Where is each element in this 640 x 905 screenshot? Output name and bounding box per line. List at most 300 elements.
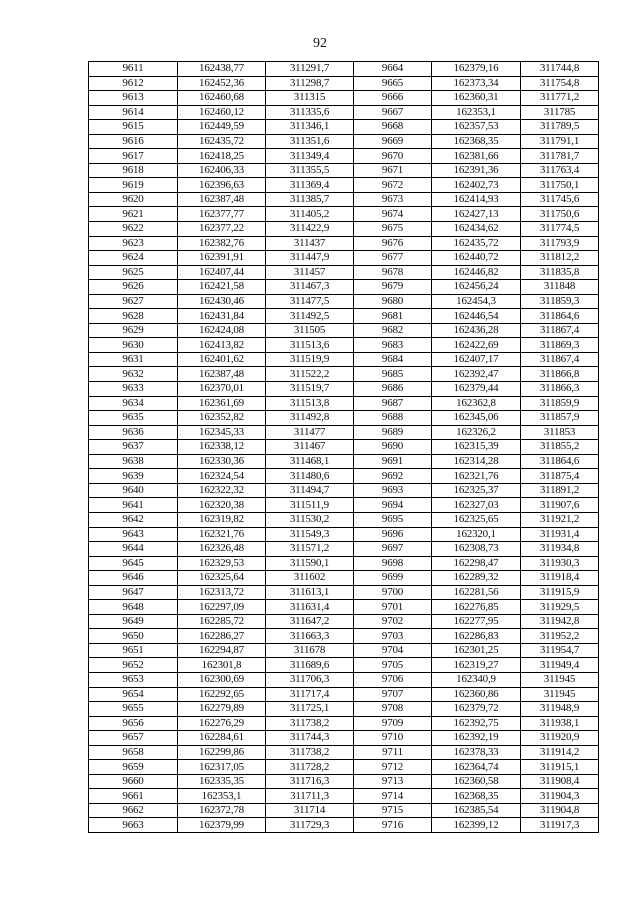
table-row [89, 323, 599, 338]
x-coordinate-cell: 162422,69 [432, 338, 521, 353]
point-number-cell: 9664 [354, 62, 432, 77]
point-number-cell: 9675 [354, 222, 432, 237]
y-coordinate-cell: 311422,9 [266, 222, 354, 237]
y-coordinate-cell: 311781,7 [521, 149, 599, 164]
x-coordinate-cell: 162357,53 [432, 120, 521, 135]
coordinates-table-body [89, 62, 599, 833]
y-coordinate-cell: 311492,5 [266, 309, 354, 324]
point-number-cell: 9677 [354, 251, 432, 266]
x-coordinate-cell: 162391,91 [178, 251, 266, 266]
x-coordinate-cell: 162297,09 [178, 600, 266, 615]
table-row [89, 134, 599, 149]
y-coordinate-cell: 311728,2 [266, 760, 354, 775]
y-coordinate-cell: 311298,7 [266, 76, 354, 91]
x-coordinate-cell: 162327,03 [432, 498, 521, 513]
point-number-cell: 9613 [89, 91, 178, 106]
table-row [89, 818, 599, 833]
y-coordinate-cell: 311519,7 [266, 382, 354, 397]
x-coordinate-cell: 162392,75 [432, 716, 521, 731]
x-coordinate-cell: 162418,25 [178, 149, 266, 164]
point-number-cell: 9676 [354, 236, 432, 251]
x-coordinate-cell: 162277,95 [432, 614, 521, 629]
x-coordinate-cell: 162440,72 [432, 251, 521, 266]
y-coordinate-cell: 311848 [521, 280, 599, 295]
point-number-cell: 9632 [89, 367, 178, 382]
table-row [89, 702, 599, 717]
x-coordinate-cell: 162330,36 [178, 454, 266, 469]
table-row [89, 614, 599, 629]
y-coordinate-cell: 311771,2 [521, 91, 599, 106]
point-number-cell: 9611 [89, 62, 178, 77]
point-number-cell: 9665 [354, 76, 432, 91]
table-row [89, 149, 599, 164]
x-coordinate-cell: 162381,66 [432, 149, 521, 164]
y-coordinate-cell: 311647,2 [266, 614, 354, 629]
x-coordinate-cell: 162391,36 [432, 163, 521, 178]
point-number-cell: 9621 [89, 207, 178, 222]
y-coordinate-cell: 311678 [266, 643, 354, 658]
point-number-cell: 9695 [354, 512, 432, 527]
point-number-cell: 9645 [89, 556, 178, 571]
x-coordinate-cell: 162387,48 [178, 192, 266, 207]
table-row [89, 396, 599, 411]
y-coordinate-cell: 311447,9 [266, 251, 354, 266]
table-row [89, 469, 599, 484]
y-coordinate-cell: 311914,2 [521, 745, 599, 760]
table-row [89, 120, 599, 135]
point-number-cell: 9671 [354, 163, 432, 178]
point-number-cell: 9678 [354, 265, 432, 280]
y-coordinate-cell: 311717,4 [266, 687, 354, 702]
point-number-cell: 9644 [89, 542, 178, 557]
table-row [89, 294, 599, 309]
y-coordinate-cell: 311793,9 [521, 236, 599, 251]
y-coordinate-cell: 311930,3 [521, 556, 599, 571]
table-row [89, 629, 599, 644]
point-number-cell: 9623 [89, 236, 178, 251]
x-coordinate-cell: 162325,37 [432, 483, 521, 498]
y-coordinate-cell: 311915,9 [521, 585, 599, 600]
point-number-cell: 9624 [89, 251, 178, 266]
x-coordinate-cell: 162301,8 [178, 658, 266, 673]
x-coordinate-cell: 162322,32 [178, 483, 266, 498]
x-coordinate-cell: 162446,82 [432, 265, 521, 280]
y-coordinate-cell: 311494,7 [266, 483, 354, 498]
point-number-cell: 9692 [354, 469, 432, 484]
x-coordinate-cell: 162460,68 [178, 91, 266, 106]
point-number-cell: 9689 [354, 425, 432, 440]
point-number-cell: 9686 [354, 382, 432, 397]
table-row [89, 498, 599, 513]
x-coordinate-cell: 162446,54 [432, 309, 521, 324]
table-row [89, 163, 599, 178]
point-number-cell: 9635 [89, 411, 178, 426]
table-row [89, 425, 599, 440]
point-number-cell: 9682 [354, 323, 432, 338]
point-number-cell: 9712 [354, 760, 432, 775]
table-row [89, 91, 599, 106]
x-coordinate-cell: 162435,72 [432, 236, 521, 251]
y-coordinate-cell: 311904,3 [521, 789, 599, 804]
y-coordinate-cell: 311513,6 [266, 338, 354, 353]
y-coordinate-cell: 311864,6 [521, 454, 599, 469]
point-number-cell: 9663 [89, 818, 178, 833]
x-coordinate-cell: 162434,62 [432, 222, 521, 237]
x-coordinate-cell: 162362,8 [432, 396, 521, 411]
table-row [89, 222, 599, 237]
table-row [89, 483, 599, 498]
x-coordinate-cell: 162379,44 [432, 382, 521, 397]
x-coordinate-cell: 162276,85 [432, 600, 521, 615]
y-coordinate-cell: 311505 [266, 323, 354, 338]
x-coordinate-cell: 162377,77 [178, 207, 266, 222]
x-coordinate-cell: 162325,65 [432, 512, 521, 527]
x-coordinate-cell: 162326,2 [432, 425, 521, 440]
point-number-cell: 9716 [354, 818, 432, 833]
y-coordinate-cell: 311745,6 [521, 192, 599, 207]
point-number-cell: 9659 [89, 760, 178, 775]
point-number-cell: 9670 [354, 149, 432, 164]
point-number-cell: 9710 [354, 731, 432, 746]
point-number-cell: 9668 [354, 120, 432, 135]
x-coordinate-cell: 162317,05 [178, 760, 266, 775]
table-row [89, 440, 599, 455]
y-coordinate-cell: 311602 [266, 571, 354, 586]
x-coordinate-cell: 162392,47 [432, 367, 521, 382]
table-row [89, 774, 599, 789]
point-number-cell: 9614 [89, 105, 178, 120]
point-number-cell: 9639 [89, 469, 178, 484]
y-coordinate-cell: 311942,8 [521, 614, 599, 629]
x-coordinate-cell: 162313,72 [178, 585, 266, 600]
coordinates-table [88, 61, 599, 833]
y-coordinate-cell: 311346,1 [266, 120, 354, 135]
table-row [89, 789, 599, 804]
x-coordinate-cell: 162345,33 [178, 425, 266, 440]
x-coordinate-cell: 162452,36 [178, 76, 266, 91]
x-coordinate-cell: 162321,76 [178, 527, 266, 542]
table-row [89, 76, 599, 91]
table-row [89, 105, 599, 120]
y-coordinate-cell: 311915,1 [521, 760, 599, 775]
table-row [89, 207, 599, 222]
point-number-cell: 9708 [354, 702, 432, 717]
table-row [89, 687, 599, 702]
y-coordinate-cell: 311729,3 [266, 818, 354, 833]
table-row [89, 658, 599, 673]
point-number-cell: 9694 [354, 498, 432, 513]
y-coordinate-cell: 311711,3 [266, 789, 354, 804]
y-coordinate-cell: 311738,2 [266, 745, 354, 760]
point-number-cell: 9704 [354, 643, 432, 658]
x-coordinate-cell: 162385,54 [432, 803, 521, 818]
point-number-cell: 9700 [354, 585, 432, 600]
y-coordinate-cell: 311613,1 [266, 585, 354, 600]
y-coordinate-cell: 311812,2 [521, 251, 599, 266]
point-number-cell: 9656 [89, 716, 178, 731]
y-coordinate-cell: 311789,5 [521, 120, 599, 135]
x-coordinate-cell: 162279,89 [178, 702, 266, 717]
y-coordinate-cell: 311859,9 [521, 396, 599, 411]
y-coordinate-cell: 311468,1 [266, 454, 354, 469]
x-coordinate-cell: 162285,72 [178, 614, 266, 629]
table-row [89, 338, 599, 353]
y-coordinate-cell: 311513,8 [266, 396, 354, 411]
table-row [89, 556, 599, 571]
x-coordinate-cell: 162392,19 [432, 731, 521, 746]
x-coordinate-cell: 162456,24 [432, 280, 521, 295]
y-coordinate-cell: 311921,2 [521, 512, 599, 527]
table-row [89, 382, 599, 397]
y-coordinate-cell: 311744,3 [266, 731, 354, 746]
x-coordinate-cell: 162382,76 [178, 236, 266, 251]
table-row [89, 512, 599, 527]
table-row [89, 716, 599, 731]
x-coordinate-cell: 162427,13 [432, 207, 521, 222]
point-number-cell: 9683 [354, 338, 432, 353]
point-number-cell: 9617 [89, 149, 178, 164]
point-number-cell: 9626 [89, 280, 178, 295]
point-number-cell: 9662 [89, 803, 178, 818]
x-coordinate-cell: 162286,83 [432, 629, 521, 644]
x-coordinate-cell: 162326,48 [178, 542, 266, 557]
table-row [89, 803, 599, 818]
point-number-cell: 9698 [354, 556, 432, 571]
x-coordinate-cell: 162368,35 [432, 789, 521, 804]
x-coordinate-cell: 162454,3 [432, 294, 521, 309]
point-number-cell: 9622 [89, 222, 178, 237]
point-number-cell: 9633 [89, 382, 178, 397]
table-row [89, 178, 599, 193]
point-number-cell: 9666 [354, 91, 432, 106]
table-row [89, 265, 599, 280]
y-coordinate-cell: 311891,2 [521, 483, 599, 498]
x-coordinate-cell: 162352,82 [178, 411, 266, 426]
x-coordinate-cell: 162431,84 [178, 309, 266, 324]
point-number-cell: 9616 [89, 134, 178, 149]
point-number-cell: 9615 [89, 120, 178, 135]
y-coordinate-cell: 311549,3 [266, 527, 354, 542]
point-number-cell: 9636 [89, 425, 178, 440]
x-coordinate-cell: 162286,27 [178, 629, 266, 644]
point-number-cell: 9649 [89, 614, 178, 629]
point-number-cell: 9679 [354, 280, 432, 295]
y-coordinate-cell: 311791,1 [521, 134, 599, 149]
y-coordinate-cell: 311480,6 [266, 469, 354, 484]
x-coordinate-cell: 162284,61 [178, 731, 266, 746]
x-coordinate-cell: 162315,39 [432, 440, 521, 455]
x-coordinate-cell: 162379,72 [432, 702, 521, 717]
y-coordinate-cell: 311867,4 [521, 352, 599, 367]
point-number-cell: 9619 [89, 178, 178, 193]
y-coordinate-cell: 311571,2 [266, 542, 354, 557]
point-number-cell: 9634 [89, 396, 178, 411]
point-number-cell: 9650 [89, 629, 178, 644]
x-coordinate-cell: 162424,08 [178, 323, 266, 338]
table-row [89, 731, 599, 746]
x-coordinate-cell: 162320,38 [178, 498, 266, 513]
y-coordinate-cell: 311866,3 [521, 382, 599, 397]
y-coordinate-cell: 311744,8 [521, 62, 599, 77]
y-coordinate-cell: 311945 [521, 687, 599, 702]
y-coordinate-cell: 311917,3 [521, 818, 599, 833]
point-number-cell: 9681 [354, 309, 432, 324]
y-coordinate-cell: 311929,5 [521, 600, 599, 615]
x-coordinate-cell: 162338,12 [178, 440, 266, 455]
x-coordinate-cell: 162319,27 [432, 658, 521, 673]
table-row [89, 352, 599, 367]
y-coordinate-cell: 311590,1 [266, 556, 354, 571]
y-coordinate-cell: 311716,3 [266, 774, 354, 789]
y-coordinate-cell: 311631,4 [266, 600, 354, 615]
x-coordinate-cell: 162292,65 [178, 687, 266, 702]
y-coordinate-cell: 311859,3 [521, 294, 599, 309]
y-coordinate-cell: 311952,2 [521, 629, 599, 644]
x-coordinate-cell: 162435,72 [178, 134, 266, 149]
y-coordinate-cell: 311864,6 [521, 309, 599, 324]
point-number-cell: 9658 [89, 745, 178, 760]
y-coordinate-cell: 311875,4 [521, 469, 599, 484]
x-coordinate-cell: 162430,46 [178, 294, 266, 309]
x-coordinate-cell: 162361,69 [178, 396, 266, 411]
x-coordinate-cell: 162407,44 [178, 265, 266, 280]
table-row [89, 527, 599, 542]
y-coordinate-cell: 311315 [266, 91, 354, 106]
x-coordinate-cell: 162301,25 [432, 643, 521, 658]
point-number-cell: 9697 [354, 542, 432, 557]
point-number-cell: 9711 [354, 745, 432, 760]
y-coordinate-cell: 311351,6 [266, 134, 354, 149]
point-number-cell: 9688 [354, 411, 432, 426]
table-row [89, 62, 599, 77]
point-number-cell: 9687 [354, 396, 432, 411]
y-coordinate-cell: 311477,5 [266, 294, 354, 309]
x-coordinate-cell: 162396,63 [178, 178, 266, 193]
x-coordinate-cell: 162414,93 [432, 192, 521, 207]
point-number-cell: 9627 [89, 294, 178, 309]
y-coordinate-cell: 311931,4 [521, 527, 599, 542]
table-row [89, 745, 599, 760]
point-number-cell: 9674 [354, 207, 432, 222]
point-number-cell: 9706 [354, 672, 432, 687]
point-number-cell: 9709 [354, 716, 432, 731]
y-coordinate-cell: 311385,7 [266, 192, 354, 207]
y-coordinate-cell: 311918,4 [521, 571, 599, 586]
y-coordinate-cell: 311689,6 [266, 658, 354, 673]
y-coordinate-cell: 311750,1 [521, 178, 599, 193]
x-coordinate-cell: 162289,32 [432, 571, 521, 586]
table-row [89, 643, 599, 658]
point-number-cell: 9669 [354, 134, 432, 149]
point-number-cell: 9657 [89, 731, 178, 746]
table-row [89, 236, 599, 251]
point-number-cell: 9680 [354, 294, 432, 309]
point-number-cell: 9630 [89, 338, 178, 353]
point-number-cell: 9648 [89, 600, 178, 615]
y-coordinate-cell: 311369,4 [266, 178, 354, 193]
x-coordinate-cell: 162329,53 [178, 556, 266, 571]
point-number-cell: 9702 [354, 614, 432, 629]
point-number-cell: 9643 [89, 527, 178, 542]
x-coordinate-cell: 162308,73 [432, 542, 521, 557]
x-coordinate-cell: 162372,78 [178, 803, 266, 818]
y-coordinate-cell: 311954,7 [521, 643, 599, 658]
y-coordinate-cell: 311291,7 [266, 62, 354, 77]
y-coordinate-cell: 311492,8 [266, 411, 354, 426]
table-row [89, 571, 599, 586]
point-number-cell: 9638 [89, 454, 178, 469]
y-coordinate-cell: 311355,5 [266, 163, 354, 178]
y-coordinate-cell: 311714 [266, 803, 354, 818]
x-coordinate-cell: 162353,1 [432, 105, 521, 120]
x-coordinate-cell: 162364,74 [432, 760, 521, 775]
y-coordinate-cell: 311934,8 [521, 542, 599, 557]
point-number-cell: 9693 [354, 483, 432, 498]
point-number-cell: 9653 [89, 672, 178, 687]
table-row [89, 585, 599, 600]
x-coordinate-cell: 162377,22 [178, 222, 266, 237]
table-row [89, 454, 599, 469]
x-coordinate-cell: 162325,64 [178, 571, 266, 586]
y-coordinate-cell: 311763,4 [521, 163, 599, 178]
x-coordinate-cell: 162407,17 [432, 352, 521, 367]
table-row [89, 251, 599, 266]
point-number-cell: 9651 [89, 643, 178, 658]
point-number-cell: 9661 [89, 789, 178, 804]
y-coordinate-cell: 311853 [521, 425, 599, 440]
point-number-cell: 9672 [354, 178, 432, 193]
y-coordinate-cell: 311908,4 [521, 774, 599, 789]
x-coordinate-cell: 162294,87 [178, 643, 266, 658]
point-number-cell: 9713 [354, 774, 432, 789]
x-coordinate-cell: 162460,12 [178, 105, 266, 120]
point-number-cell: 9647 [89, 585, 178, 600]
x-coordinate-cell: 162319,82 [178, 512, 266, 527]
x-coordinate-cell: 162402,73 [432, 178, 521, 193]
point-number-cell: 9705 [354, 658, 432, 673]
y-coordinate-cell: 311477 [266, 425, 354, 440]
y-coordinate-cell: 311738,2 [266, 716, 354, 731]
table-row [89, 760, 599, 775]
y-coordinate-cell: 311750,6 [521, 207, 599, 222]
y-coordinate-cell: 311949,4 [521, 658, 599, 673]
point-number-cell: 9618 [89, 163, 178, 178]
y-coordinate-cell: 311530,2 [266, 512, 354, 527]
x-coordinate-cell: 162360,58 [432, 774, 521, 789]
y-coordinate-cell: 311945 [521, 672, 599, 687]
x-coordinate-cell: 162314,28 [432, 454, 521, 469]
y-coordinate-cell: 311522,2 [266, 367, 354, 382]
y-coordinate-cell: 311405,2 [266, 207, 354, 222]
point-number-cell: 9641 [89, 498, 178, 513]
y-coordinate-cell: 311938,1 [521, 716, 599, 731]
y-coordinate-cell: 311869,3 [521, 338, 599, 353]
point-number-cell: 9652 [89, 658, 178, 673]
x-coordinate-cell: 162353,1 [178, 789, 266, 804]
point-number-cell: 9714 [354, 789, 432, 804]
y-coordinate-cell: 311663,3 [266, 629, 354, 644]
x-coordinate-cell: 162406,33 [178, 163, 266, 178]
y-coordinate-cell: 311855,2 [521, 440, 599, 455]
x-coordinate-cell: 162320,1 [432, 527, 521, 542]
point-number-cell: 9660 [89, 774, 178, 789]
table-row [89, 672, 599, 687]
y-coordinate-cell: 311437 [266, 236, 354, 251]
point-number-cell: 9612 [89, 76, 178, 91]
x-coordinate-cell: 162379,99 [178, 818, 266, 833]
x-coordinate-cell: 162449,59 [178, 120, 266, 135]
y-coordinate-cell: 311904,8 [521, 803, 599, 818]
